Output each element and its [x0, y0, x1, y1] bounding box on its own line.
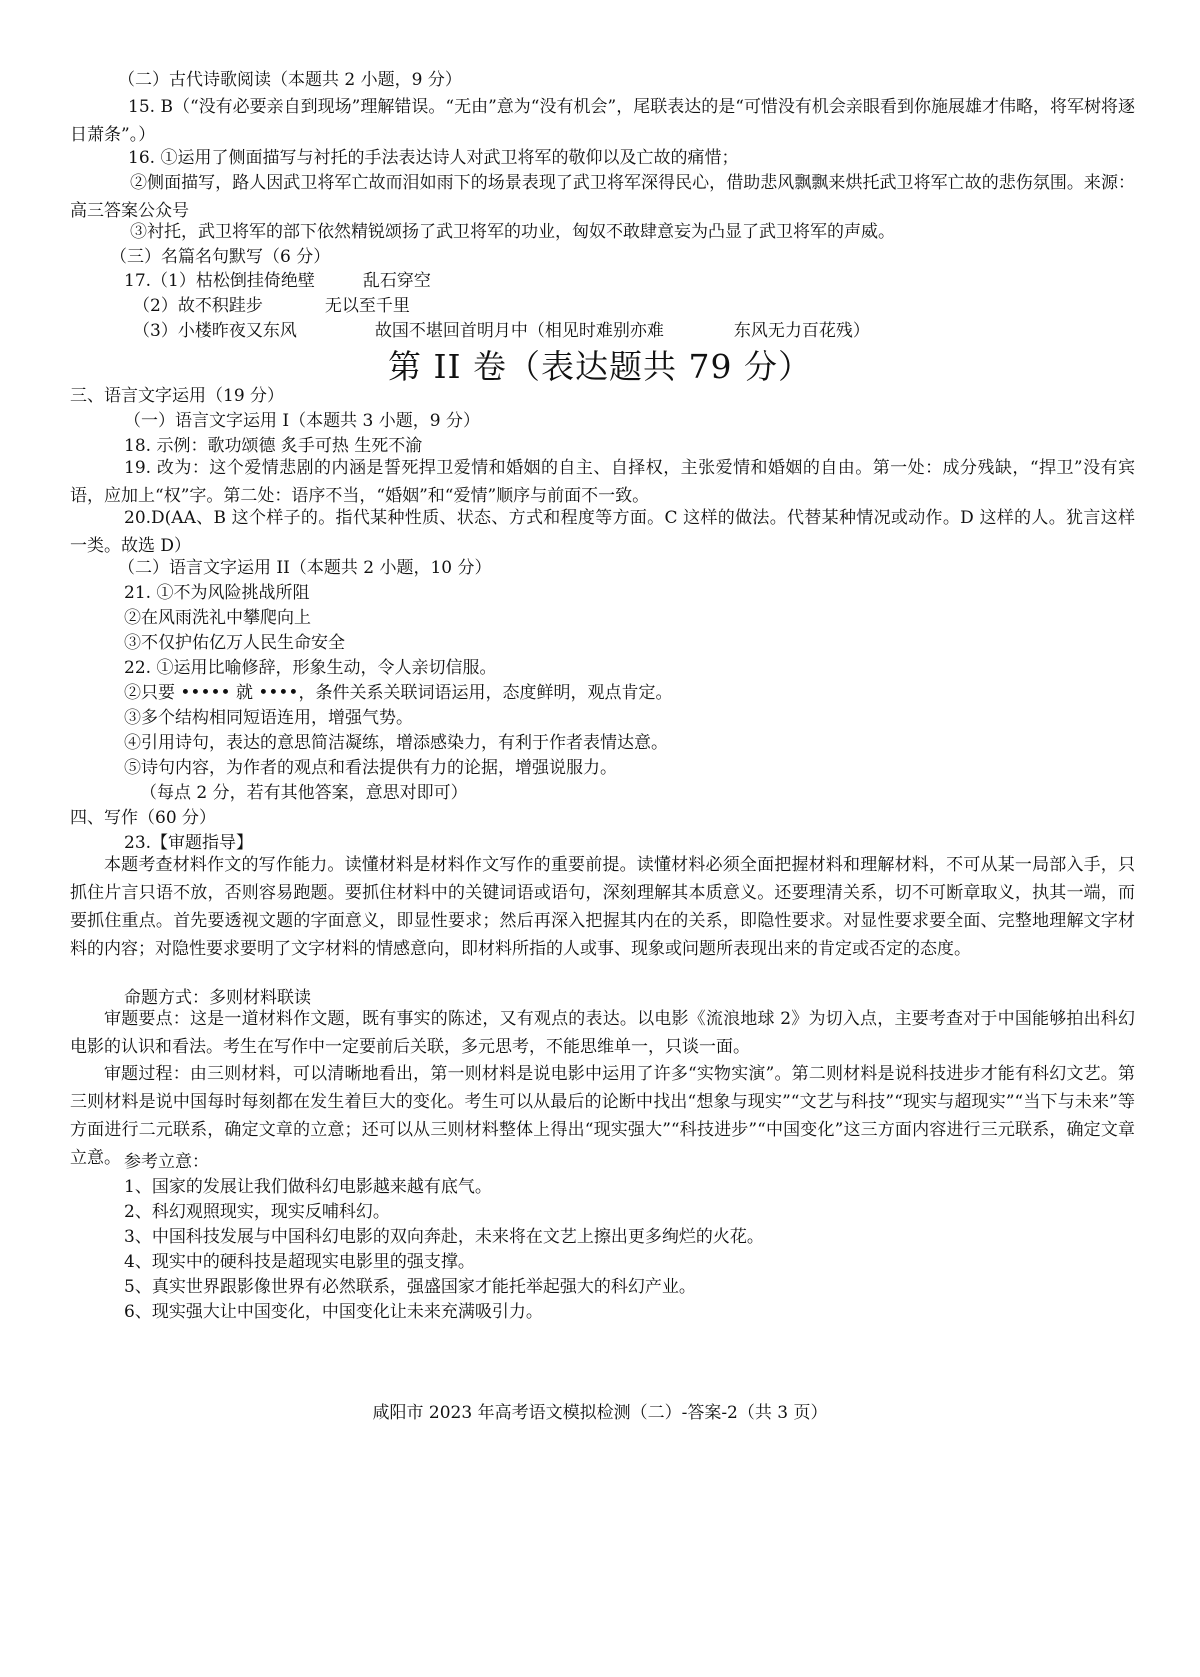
subsection-language-use-1: （一）语言文字运用 I（本题共 3 小题，9 分）	[124, 411, 480, 431]
q23-reference-heading: 参考立意：	[124, 1152, 209, 1172]
answer-q21-point3: ③不仅护佑亿万人民生命安全	[124, 633, 345, 653]
q23-analysis-process: 审题过程：由三则材料，可以清晰地看出，第一则材料是说电影中运用了许多“实物实演”。第二则材料是说科技进步才能有科幻文艺。第三则材料是说中国每时每刻都在发生着巨大的变化。考生可以从最后的论断中找出“想象与现实”“文艺与科技”“现实与超现实”“当下与未来”等方面进行二元联系，确定文章的立意；还可以从三则材料整体上得出“现实强大”“科技进步”“中国变化”这三方面内容进行三元联系，确定文章立意。	[70, 1064, 1135, 1168]
answer-q17-row3	[133, 320, 870, 342]
answer-q19: 19. 改为：这个爱情悲剧的内涵是誓死捍卫爱情和婚姻的自主、自择权，主张爱情和婚姻的自由。第一处：成分残缺，“捍卫”没有宾语，应加上“权”字。第二处：语序不当，“婚姻”和“爱情”顺序与前面不一致。	[70, 458, 1135, 506]
volume-2-title: 第 II 卷（表达题共 79 分）	[387, 347, 813, 386]
subsection-language-use-2: （二）语言文字运用 II（本题共 2 小题，10 分）	[118, 558, 492, 578]
section-heading-dictation: （三）名篇名句默写（6 分）	[110, 247, 331, 267]
answer-q16-point3: ③衬托，武卫将军的部下依然精锐颂扬了武卫将军的功业，匈奴不敢肆意妄为凸显了武卫将军的声威。	[130, 222, 895, 242]
answer-q18: 18. 示例：歌功颂德 炙手可热 生死不渝	[124, 436, 423, 456]
q17-row2-first: （2）故不积跬步	[133, 296, 263, 316]
answer-q16-point1: 16. ①运用了侧面描写与衬托的手法表达诗人对武卫将军的敬仰以及亡故的痛惜；	[128, 148, 739, 168]
section-heading-ancient-poetry: （二）古代诗歌阅读（本题共 2 小题，9 分）	[118, 70, 462, 90]
answer-q22-point5: ⑤诗句内容，为作者的观点和看法提供有力的论据，增强说服力。	[124, 758, 617, 778]
q23-reference-item-3: 3、中国科技发展与中国科幻电影的双向奔赴，未来将在文艺上擦出更多绚烂的火花。	[124, 1227, 764, 1247]
q17-row3-second: 故国不堪回首明月中（相见时难别亦难	[374, 321, 664, 341]
answer-q20: 20.D(AA、B 这个样子的。指代某种性质、状态、方式和程度等方面。C 这样的做法。代替某种情况或动作。D 这样的人。犹言这样一类。故选 D）	[70, 508, 1135, 556]
answer-q21-point1: 21. ①不为风险挑战所阻	[124, 583, 310, 603]
q23-reference-item-6: 6、现实强大让中国变化，中国变化让未来充满吸引力。	[124, 1302, 543, 1322]
q23-guidance-heading: 23.【审题指导】	[124, 833, 254, 853]
part4-heading: 四、写作（60 分）	[70, 808, 217, 828]
answer-q22-scoring-note: （每点 2 分，若有其他答案，意思对即可）	[140, 783, 468, 803]
page-footer: 咸阳市 2023 年高考语文模拟检测（二）-答案-2（共 3 页）	[372, 1403, 828, 1423]
q23-question-format: 命题方式：多则材料联读	[124, 988, 311, 1008]
q23-reference-item-5: 5、真实世界跟影像世界有必然联系，强盛国家才能托举起强大的科幻产业。	[124, 1277, 696, 1297]
answer-q22-point1: 22. ①运用比喻修辞，形象生动，令人亲切信服。	[124, 658, 497, 678]
answer-q22-point4: ④引用诗句，表达的意思简洁凝练，增添感染力，有利于作者表情达意。	[124, 733, 668, 753]
q17-row3-first: （3）小楼昨夜又东风	[133, 321, 297, 341]
part3-heading: 三、语言文字运用（19 分）	[70, 386, 285, 406]
answer-q17-row1	[124, 270, 431, 292]
answer-q16-point2: ②侧面描写，路人因武卫将军亡故而泪如雨下的场景表现了武卫将军深得民心，借助悲风飘飘来烘托武卫将军亡故的悲伤氛围。来源：高三答案公众号	[70, 173, 1135, 221]
answer-q21-point2: ②在风雨洗礼中攀爬向上	[124, 608, 311, 628]
q17-row3-third: 东风无力百花残）	[733, 321, 870, 341]
q23-guidance-paragraph: 本题考查材料作文的写作能力。读懂材料是材料作文写作的重要前提。读懂材料必须全面把握材料和理解材料，不可从某一局部入手，只抓住片言只语不放，否则容易跑题。要抓住材料中的关键词语或语句，深刻理解其本质意义。还要理清关系，切不可断章取义，执其一端，而要抓住重点。首先要透视文题的字面意义，即显性要求；然后再深入把握其内在的关系，即隐性要求。对显性要求要全面、完整地理解文字材料的内容；对隐性要求要明了文字材料的情感意向，即材料所指的人或事、现象或问题所表现出来的肯定或否定的态度。	[70, 855, 1135, 959]
q17-row2-second: 无以至千里	[324, 296, 410, 316]
q23-key-points: 审题要点：这是一道材料作文题，既有事实的陈述，又有观点的表达。以电影《流浪地球 2》为切入点，主要考查对于中国能够拍出科幻电影的认识和看法。考生在写作中一定要前后关联，多元思考，不能思维单一，只谈一面。	[70, 1009, 1135, 1057]
answer-q15: 15. B（“没有必要亲自到现场”理解错误。“无由”意为“没有机会”，尾联表达的是“可惜没有机会亲眼看到你施展雄才伟略，将军树将逐日萧条”。）	[70, 97, 1135, 145]
q17-row1-second: 乱石穿空	[362, 271, 431, 291]
answer-q22-point2: ②只要 ••••• 就 ••••，条件关系关联词语运用，态度鲜明，观点肯定。	[124, 683, 673, 703]
answer-q17-row2	[133, 295, 410, 317]
q23-reference-item-1: 1、国家的发展让我们做科幻电影越来越有底气。	[124, 1177, 492, 1197]
q23-reference-item-4: 4、现实中的硬科技是超现实电影里的强支撑。	[124, 1252, 475, 1272]
q17-row1-first: 17.（1）枯松倒挂倚绝壁	[124, 271, 315, 291]
q23-reference-item-2: 2、科幻观照现实，现实反哺科幻。	[124, 1202, 390, 1222]
answer-q22-point3: ③多个结构相同短语连用，增强气势。	[124, 708, 413, 728]
